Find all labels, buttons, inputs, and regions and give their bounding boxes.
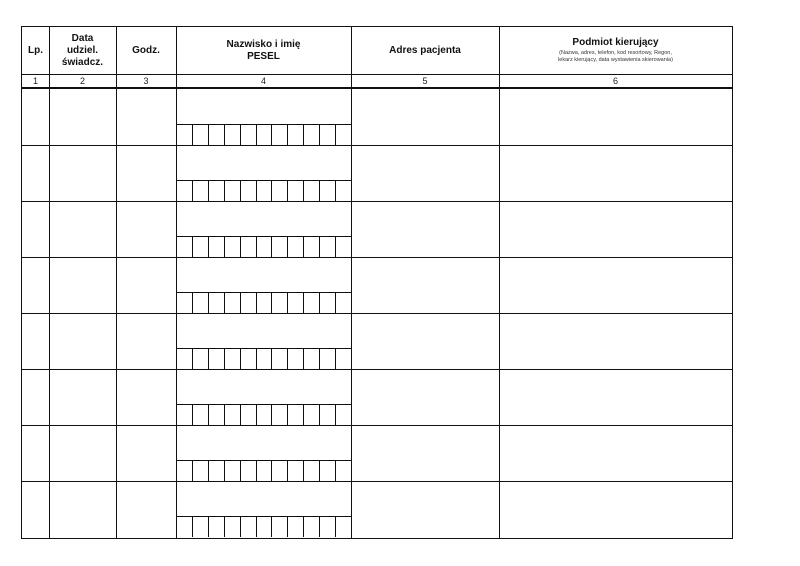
header-date-line3: świadcz. xyxy=(61,56,104,68)
header-referring-entity xyxy=(499,27,732,74)
pesel-digit-divider xyxy=(208,460,209,481)
pesel-digit-divider xyxy=(319,180,320,201)
entry-row-divider xyxy=(22,201,732,202)
pesel-digit-divider xyxy=(192,236,193,257)
pesel-digit-divider xyxy=(224,180,225,201)
pesel-digit-divider xyxy=(303,124,304,145)
pesel-digit-divider xyxy=(192,516,193,537)
header-bottom-line xyxy=(22,74,732,75)
pesel-digit-divider xyxy=(256,348,257,369)
pesel-digit-divider xyxy=(240,180,241,201)
pesel-digit-divider xyxy=(240,292,241,313)
entry-row-divider xyxy=(22,425,732,426)
pesel-digit-divider xyxy=(335,516,336,537)
header-hour xyxy=(116,27,176,74)
pesel-digit-divider xyxy=(240,236,241,257)
column-divider xyxy=(116,27,117,538)
pesel-digit-divider xyxy=(335,460,336,481)
pesel-digit-divider xyxy=(224,124,225,145)
pesel-box-top-line xyxy=(176,460,351,461)
pesel-digit-divider xyxy=(319,460,320,481)
pesel-digit-divider xyxy=(240,124,241,145)
pesel-box-top-line xyxy=(176,236,351,237)
pesel-digit-divider xyxy=(192,404,193,425)
pesel-digit-divider xyxy=(224,348,225,369)
header-hour-label: Godz. xyxy=(132,44,160,56)
pesel-digit-divider xyxy=(224,516,225,537)
pesel-digit-divider xyxy=(208,292,209,313)
pesel-digit-divider xyxy=(256,516,257,537)
pesel-digit-divider xyxy=(271,292,272,313)
entry-row-divider xyxy=(22,369,732,370)
pesel-digit-divider xyxy=(271,516,272,537)
entry-row-divider xyxy=(22,481,732,482)
pesel-box-top-line xyxy=(176,124,351,125)
pesel-digit-divider xyxy=(287,460,288,481)
pesel-digit-divider xyxy=(319,236,320,257)
column-number-4: 4 xyxy=(260,76,266,86)
header-referrer-sub-line1: (Nazwa, adres, telefon, kod resortowy, Regon, xyxy=(559,50,672,56)
pesel-digit-divider xyxy=(240,348,241,369)
pesel-digit-divider xyxy=(256,460,257,481)
pesel-digit-divider xyxy=(287,404,288,425)
pesel-digit-divider xyxy=(208,516,209,537)
header-referrer-title: Podmiot kierujący xyxy=(572,37,659,48)
pesel-digit-divider xyxy=(192,180,193,201)
pesel-digit-divider xyxy=(335,292,336,313)
pesel-digit-divider xyxy=(287,124,288,145)
pesel-digit-divider xyxy=(208,236,209,257)
pesel-digit-divider xyxy=(256,404,257,425)
pesel-digit-divider xyxy=(319,516,320,537)
pesel-digit-divider xyxy=(271,124,272,145)
pesel-digit-divider xyxy=(287,348,288,369)
pesel-digit-divider xyxy=(303,516,304,537)
pesel-digit-divider xyxy=(335,124,336,145)
pesel-digit-divider xyxy=(240,404,241,425)
pesel-digit-divider xyxy=(271,348,272,369)
pesel-digit-divider xyxy=(335,180,336,201)
pesel-digit-divider xyxy=(303,404,304,425)
header-lp-label: Lp. xyxy=(28,44,43,56)
pesel-digit-divider xyxy=(192,460,193,481)
pesel-digit-divider xyxy=(208,404,209,425)
header-date-line1: Data xyxy=(71,32,94,44)
pesel-box-top-line xyxy=(176,180,351,181)
header-referrer-sub-line2: lekarz kierujący, data wystawienia skierowania) xyxy=(558,57,673,63)
header-date-line2: udziel. xyxy=(66,44,99,56)
pesel-digit-divider xyxy=(303,180,304,201)
pesel-digit-divider xyxy=(271,404,272,425)
patient-register-form xyxy=(21,26,733,539)
header-name-line2: PESEL xyxy=(247,50,280,62)
column-divider xyxy=(499,27,500,538)
pesel-digit-divider xyxy=(335,236,336,257)
header-referrer-subtitle xyxy=(558,50,673,64)
header-address-label: Adres pacjenta xyxy=(389,44,461,56)
pesel-digit-divider xyxy=(303,460,304,481)
column-divider xyxy=(49,27,50,538)
pesel-digit-divider xyxy=(287,236,288,257)
header-name-pesel xyxy=(176,27,351,74)
pesel-digit-divider xyxy=(224,460,225,481)
header-service-date xyxy=(49,27,116,74)
pesel-digit-divider xyxy=(256,236,257,257)
column-divider xyxy=(351,27,352,538)
pesel-digit-divider xyxy=(224,404,225,425)
pesel-digit-divider xyxy=(256,124,257,145)
column-divider xyxy=(176,27,177,538)
pesel-digit-divider xyxy=(335,348,336,369)
pesel-digit-divider xyxy=(271,180,272,201)
pesel-digit-divider xyxy=(319,348,320,369)
pesel-digit-divider xyxy=(224,236,225,257)
pesel-digit-divider xyxy=(319,292,320,313)
entry-row-divider xyxy=(22,145,732,146)
pesel-box-top-line xyxy=(176,348,351,349)
pesel-digit-divider xyxy=(287,180,288,201)
pesel-digit-divider xyxy=(303,236,304,257)
header-patient-address xyxy=(351,27,499,74)
header-lp xyxy=(22,27,49,74)
pesel-digit-divider xyxy=(208,124,209,145)
pesel-digit-divider xyxy=(208,348,209,369)
number-strip-bottom-line xyxy=(22,87,732,89)
pesel-box-top-line xyxy=(176,292,351,293)
pesel-box-top-line xyxy=(176,516,351,517)
pesel-digit-divider xyxy=(192,348,193,369)
pesel-digit-divider xyxy=(192,124,193,145)
column-number-6: 6 xyxy=(612,76,618,86)
pesel-digit-divider xyxy=(271,460,272,481)
pesel-digit-divider xyxy=(303,292,304,313)
pesel-digit-divider xyxy=(208,180,209,201)
entry-row-divider xyxy=(22,257,732,258)
pesel-digit-divider xyxy=(256,292,257,313)
pesel-digit-divider xyxy=(192,292,193,313)
pesel-digit-divider xyxy=(240,460,241,481)
column-number-3: 3 xyxy=(143,76,149,86)
column-number-2: 2 xyxy=(79,76,85,86)
pesel-digit-divider xyxy=(319,124,320,145)
pesel-digit-divider xyxy=(240,516,241,537)
pesel-digit-divider xyxy=(303,348,304,369)
pesel-digit-divider xyxy=(256,180,257,201)
column-number-5: 5 xyxy=(422,76,428,86)
pesel-digit-divider xyxy=(287,292,288,313)
pesel-box-top-line xyxy=(176,404,351,405)
header-name-line1: Nazwisko i imię xyxy=(226,38,301,50)
column-number-1: 1 xyxy=(32,76,38,86)
pesel-digit-divider xyxy=(287,516,288,537)
pesel-digit-divider xyxy=(335,404,336,425)
pesel-digit-divider xyxy=(271,236,272,257)
pesel-digit-divider xyxy=(319,404,320,425)
entry-row-divider xyxy=(22,313,732,314)
pesel-digit-divider xyxy=(224,292,225,313)
